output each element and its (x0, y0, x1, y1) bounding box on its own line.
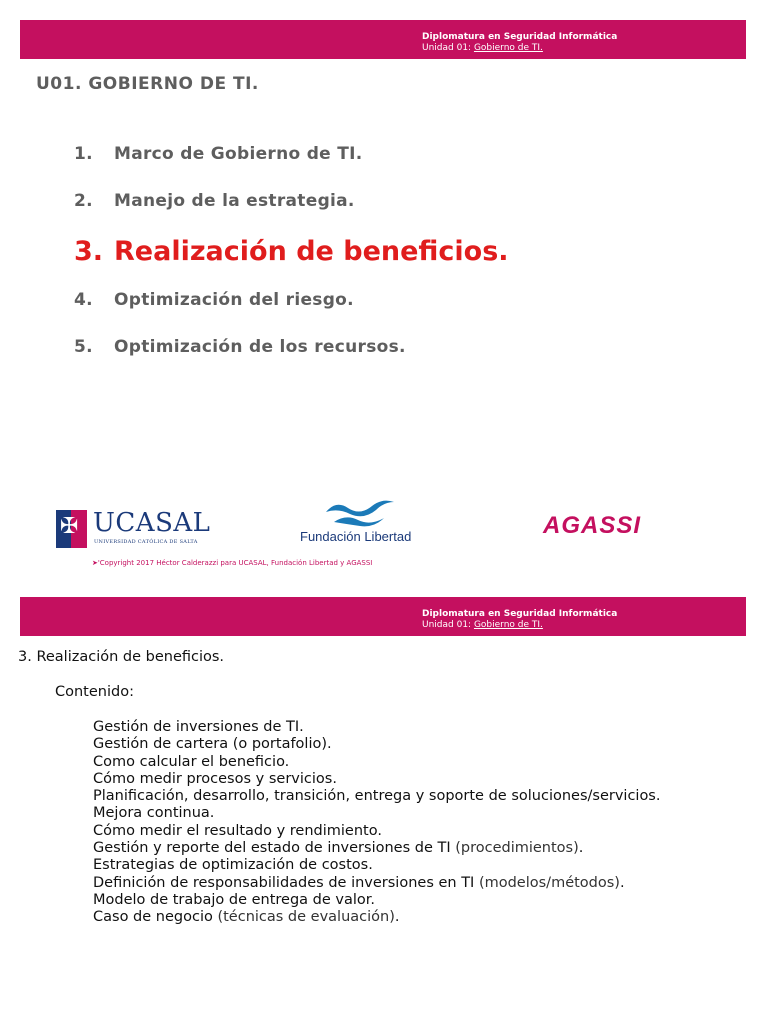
agenda-list (74, 144, 509, 384)
item-note: (técnicas de evaluación) (212, 909, 395, 926)
agenda-label: Marco de Gobierno de TI. (114, 144, 363, 164)
list-item (93, 909, 660, 926)
item-note: (modelos/métodos) (474, 874, 620, 891)
fundacion-wordmark: Fundación Libertad (300, 529, 412, 544)
item-text: Cómo medir procesos y servicios. (93, 770, 337, 787)
unit-prefix: Unidad 01: (422, 43, 474, 53)
agenda-label: Optimización del riesgo. (114, 290, 354, 310)
agenda-label: Optimización de los recursos. (114, 337, 406, 357)
list-item (93, 857, 660, 874)
agenda-number: 2. (74, 191, 93, 211)
agenda-item (74, 144, 509, 191)
content-list (93, 719, 660, 927)
agassi-logo: AGASSI (543, 512, 642, 539)
header-banner-top (20, 20, 746, 59)
agenda-number: 1. (74, 144, 93, 164)
list-item (93, 805, 660, 822)
agenda-label: Manejo de la estrategia. (114, 191, 355, 211)
agenda-number: 3. (74, 236, 104, 267)
course-title: Diplomatura en Seguridad Informática (422, 609, 618, 619)
item-text: Planificación, desarrollo, transición, entrega y soporte de soluciones/servicios. (93, 788, 661, 805)
agenda-item (74, 191, 509, 238)
item-text: Gestión de cartera (o portafolio). (93, 736, 332, 753)
item-text: Estrategias de optimización de costos. (93, 857, 373, 874)
unit-line (422, 43, 543, 53)
copyright-note: ➤'Copyright 2017 Héctor Calderazzi para UCASAL, Fundación Libertad y AGASSI (92, 559, 373, 567)
unit-line (422, 620, 543, 630)
ucasal-subtitle: UNIVERSIDAD CATÓLICA DE SALTA (94, 539, 198, 545)
list-item (93, 892, 660, 909)
ucasal-logo (56, 508, 226, 550)
item-end: . (578, 840, 584, 857)
unit-link[interactable]: Gobierno de TI. (473, 620, 543, 630)
item-text: Definición de responsabilidades de inversiones en TI (93, 874, 475, 891)
section-heading: 3. Realización de beneficios. (18, 649, 225, 665)
agenda-item (74, 337, 509, 384)
course-title: Diplomatura en Seguridad Informática (422, 32, 618, 42)
list-item (93, 771, 660, 788)
fundacion-libertad-logo (296, 496, 426, 546)
item-text: Como calcular el beneficio. (93, 753, 290, 770)
list-item (93, 840, 660, 857)
item-text: Modelo de trabajo de entrega de valor. (93, 891, 376, 908)
agenda-label: Realización de beneficios. (114, 236, 509, 267)
list-item (93, 736, 660, 753)
item-text: Gestión y reporte del estado de inversiones de TI (93, 840, 451, 857)
list-item (93, 788, 660, 805)
slide-title: U01. GOBIERNO DE TI. (36, 74, 259, 94)
item-text: Cómo medir el resultado y rendimiento. (93, 822, 382, 839)
unit-link[interactable]: Gobierno de TI. (473, 43, 543, 53)
wave-icon (322, 496, 402, 528)
unit-prefix: Unidad 01: (422, 620, 474, 630)
list-item (93, 719, 660, 736)
agenda-item-active (74, 236, 509, 290)
list-item (93, 754, 660, 771)
agenda-item (74, 290, 509, 337)
list-item (93, 823, 660, 840)
item-note: (procedimientos) (450, 840, 579, 857)
item-end: . (619, 874, 625, 891)
agenda-number: 4. (74, 290, 93, 310)
agenda-number: 5. (74, 337, 93, 357)
contenido-label: Contenido: (55, 684, 134, 700)
header-banner-bottom (20, 597, 746, 636)
list-item (93, 875, 660, 892)
ucasal-shield-icon (56, 510, 87, 548)
item-text: Gestión de inversiones de TI. (93, 719, 304, 735)
item-text: Mejora continua. (93, 805, 215, 822)
item-text: Caso de negocio (93, 909, 213, 926)
item-end: . (394, 909, 400, 926)
ucasal-wordmark: UCASAL (93, 508, 211, 538)
